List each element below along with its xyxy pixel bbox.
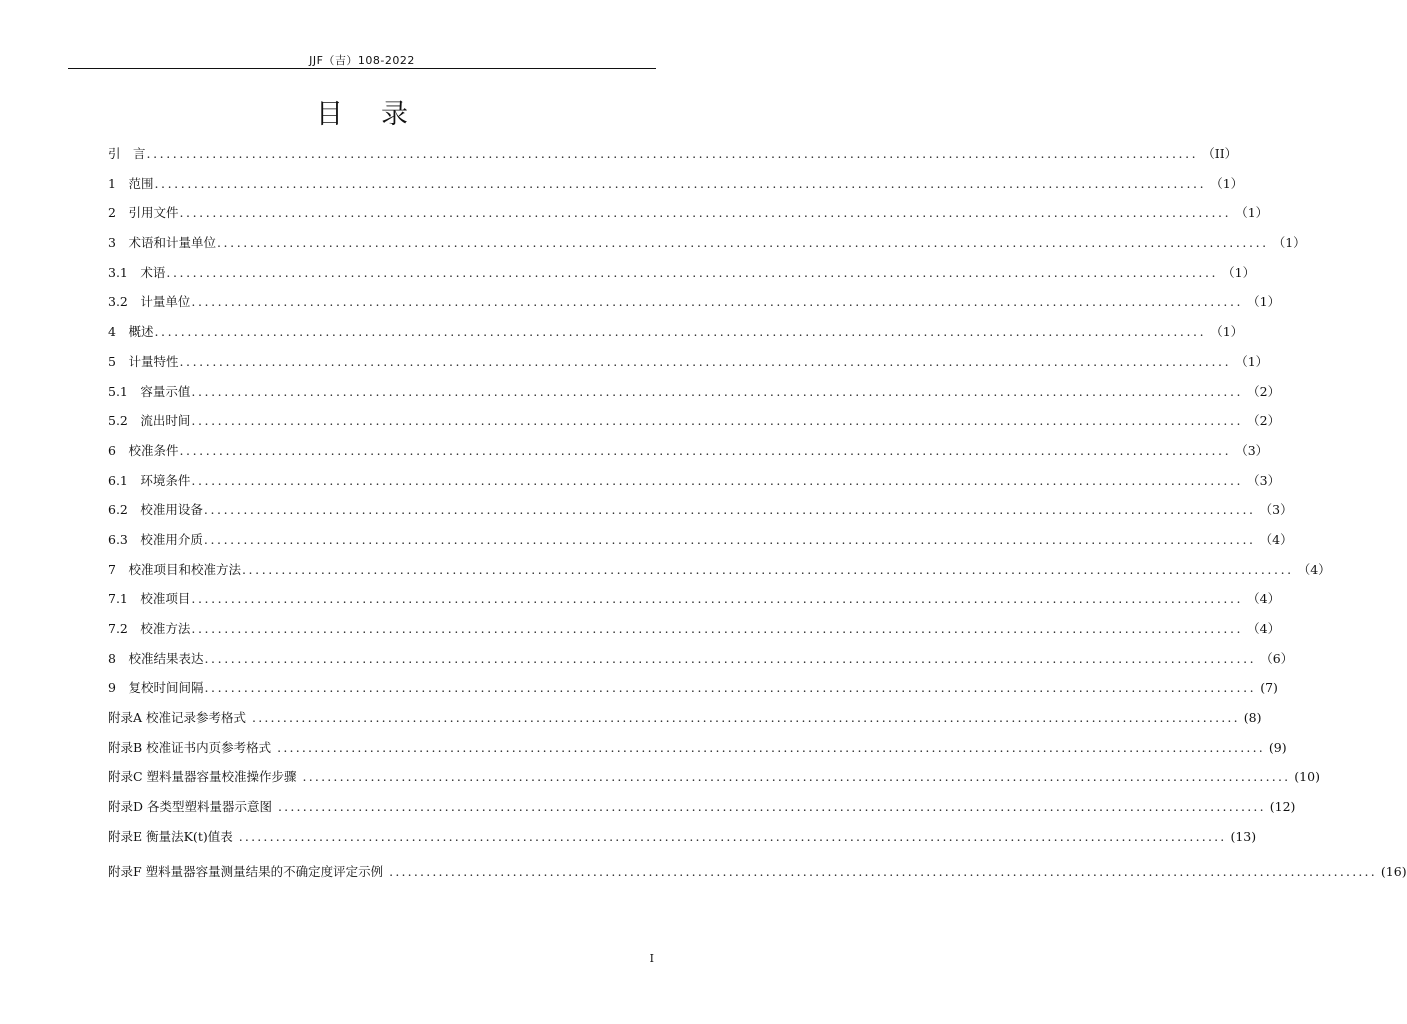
toc-page: （1）	[1272, 235, 1306, 251]
toc-page: (9)	[1268, 739, 1287, 755]
toc-label: 1 范围	[108, 175, 154, 191]
toc-leader: ................................................................................................................................................................	[389, 863, 1377, 879]
toc-label: 6.3 校准用介质	[108, 531, 203, 547]
toc-leader: ................................................................................................................................................................	[203, 531, 1256, 547]
toc-page: （II）	[1202, 146, 1238, 161]
toc-label: 7.1 校准项目	[108, 591, 191, 607]
toc-page: （1）	[1210, 324, 1244, 340]
toc-leader: ................................................................................................................................................................	[166, 264, 1219, 280]
toc-page: （1）	[1222, 264, 1256, 280]
toc-leader: ................................................................................................................................................................	[203, 502, 1256, 518]
toc-leader: ................................................................................................................................................................	[146, 146, 1199, 161]
toc-entry-7-2[interactable]	[108, 619, 1281, 649]
toc-leader: ................................................................................................................................................................	[241, 561, 1294, 577]
page-number: I	[649, 952, 654, 965]
toc-entry-5-1[interactable]	[108, 382, 1281, 412]
toc-page: (13)	[1230, 828, 1257, 844]
toc-label: 3.1 术语	[108, 264, 166, 280]
toc-entry-5-2[interactable]	[108, 411, 1281, 441]
toc-page: （3）	[1259, 502, 1293, 518]
toc-entry-appendix-d[interactable]	[108, 797, 1296, 827]
toc-page: （2）	[1247, 413, 1281, 429]
header-rule	[68, 68, 656, 69]
toc-leader: ................................................................................................................................................................	[191, 383, 1244, 399]
toc-page: (7)	[1260, 680, 1278, 696]
toc-page: (12)	[1269, 799, 1296, 815]
toc-leader: ................................................................................................................................................................	[154, 175, 1207, 191]
toc-label: 5 计量特性	[108, 353, 179, 369]
toc-leader: ................................................................................................................................................................	[216, 235, 1269, 251]
toc-entry-8[interactable]	[108, 649, 1294, 679]
toc-page: （1）	[1247, 294, 1281, 310]
toc-page: （3）	[1235, 442, 1269, 458]
toc-label: 8 校准结果表达	[108, 650, 204, 666]
table-of-contents	[108, 144, 1407, 897]
toc-label: 9 复校时间间隔	[108, 680, 204, 696]
toc-leader: ................................................................................................................................................................	[238, 828, 1227, 844]
toc-page: （4）	[1247, 621, 1281, 636]
toc-entry-appendix-c[interactable]	[108, 767, 1320, 797]
toc-label: 6 校准条件	[108, 442, 179, 458]
toc-entry-1[interactable]	[108, 174, 1244, 204]
toc-leader: ................................................................................................................................................................	[278, 799, 1266, 815]
toc-label: 5.1 容量示值	[108, 383, 191, 399]
toc-entry-3[interactable]	[108, 233, 1306, 263]
toc-label: 附录C 塑料量器容量校准操作步骤	[108, 769, 297, 785]
toc-leader: ................................................................................................................................................................	[154, 324, 1207, 340]
toc-label: 引 言	[108, 146, 146, 161]
toc-page: （4）	[1297, 561, 1331, 577]
toc-page: （2）	[1247, 383, 1281, 399]
toc-entry-6-2[interactable]	[108, 500, 1293, 530]
running-header: JJF（吉）108-2022	[309, 54, 415, 67]
toc-label: 6.1 环境条件	[108, 472, 191, 488]
toc-page: (8)	[1243, 710, 1262, 726]
toc-leader: ................................................................................................................................................................	[191, 472, 1244, 488]
toc-label: 附录B 校准证书内页参考格式	[108, 739, 272, 755]
toc-label: 5.2 流出时间	[108, 413, 191, 429]
toc-page: （1）	[1235, 205, 1269, 221]
toc-page: （3）	[1247, 472, 1281, 488]
toc-entry-3-2[interactable]	[108, 292, 1281, 322]
toc-label: 3.2 计量单位	[108, 294, 191, 310]
toc-label: 3 术语和计量单位	[108, 235, 216, 251]
toc-leader: ................................................................................................................................................................	[179, 205, 1232, 221]
toc-entry-3-1[interactable]	[108, 263, 1256, 293]
toc-entry-appendix-a[interactable]	[108, 708, 1262, 738]
toc-leader: ................................................................................................................................................................	[191, 591, 1244, 607]
toc-leader: ................................................................................................................................................................	[204, 680, 1257, 696]
toc-entry-7-1[interactable]	[108, 589, 1281, 619]
toc-entry-appendix-b[interactable]	[108, 738, 1287, 768]
toc-label: 附录A 校准记录参考格式	[108, 710, 247, 726]
toc-label: 附录D 各类型塑料量器示意图	[108, 799, 272, 815]
toc-leader: ................................................................................................................................................................	[277, 739, 1265, 755]
toc-leader: ................................................................................................................................................................	[179, 353, 1232, 369]
toc-entry-5[interactable]	[108, 352, 1269, 382]
toc-leader: ................................................................................................................................................................	[204, 650, 1257, 666]
toc-entry-preface[interactable]	[108, 144, 1238, 174]
toc-page: （4）	[1247, 591, 1281, 607]
page-title: 目录	[316, 99, 446, 130]
toc-leader: ................................................................................................................................................................	[252, 710, 1240, 726]
toc-page: (16)	[1380, 863, 1407, 879]
toc-entry-2[interactable]	[108, 203, 1269, 233]
toc-entry-appendix-f[interactable]	[108, 862, 1407, 897]
toc-entry-9[interactable]	[108, 678, 1278, 708]
toc-label: 附录E 衡量法K(t)值表	[108, 828, 233, 844]
toc-page: （1）	[1235, 353, 1269, 369]
toc-page: （4）	[1259, 531, 1293, 547]
toc-label: 7.2 校准方法	[108, 621, 191, 636]
toc-entry-appendix-e[interactable]	[108, 827, 1257, 862]
toc-page: （1）	[1210, 175, 1244, 191]
toc-entry-6[interactable]	[108, 441, 1269, 471]
toc-entry-6-1[interactable]	[108, 471, 1281, 501]
toc-label: 附录F 塑料量器容量测量结果的不确定度评定示例	[108, 863, 384, 879]
toc-leader: ................................................................................................................................................................	[191, 413, 1244, 429]
toc-label: 6.2 校准用设备	[108, 502, 203, 518]
toc-leader: ................................................................................................................................................................	[179, 442, 1232, 458]
toc-entry-4[interactable]	[108, 322, 1244, 352]
toc-leader: ................................................................................................................................................................	[191, 294, 1244, 310]
toc-label: 7 校准项目和校准方法	[108, 561, 241, 577]
toc-label: 4 概述	[108, 324, 154, 340]
toc-label: 2 引用文件	[108, 205, 179, 221]
toc-leader: ................................................................................................................................................................	[302, 769, 1291, 785]
toc-page: (10)	[1294, 769, 1320, 785]
toc-entry-7[interactable]	[108, 560, 1331, 590]
toc-entry-6-3[interactable]	[108, 530, 1293, 560]
toc-page: （6）	[1260, 650, 1294, 666]
toc-leader: ................................................................................................................................................................	[191, 621, 1244, 636]
